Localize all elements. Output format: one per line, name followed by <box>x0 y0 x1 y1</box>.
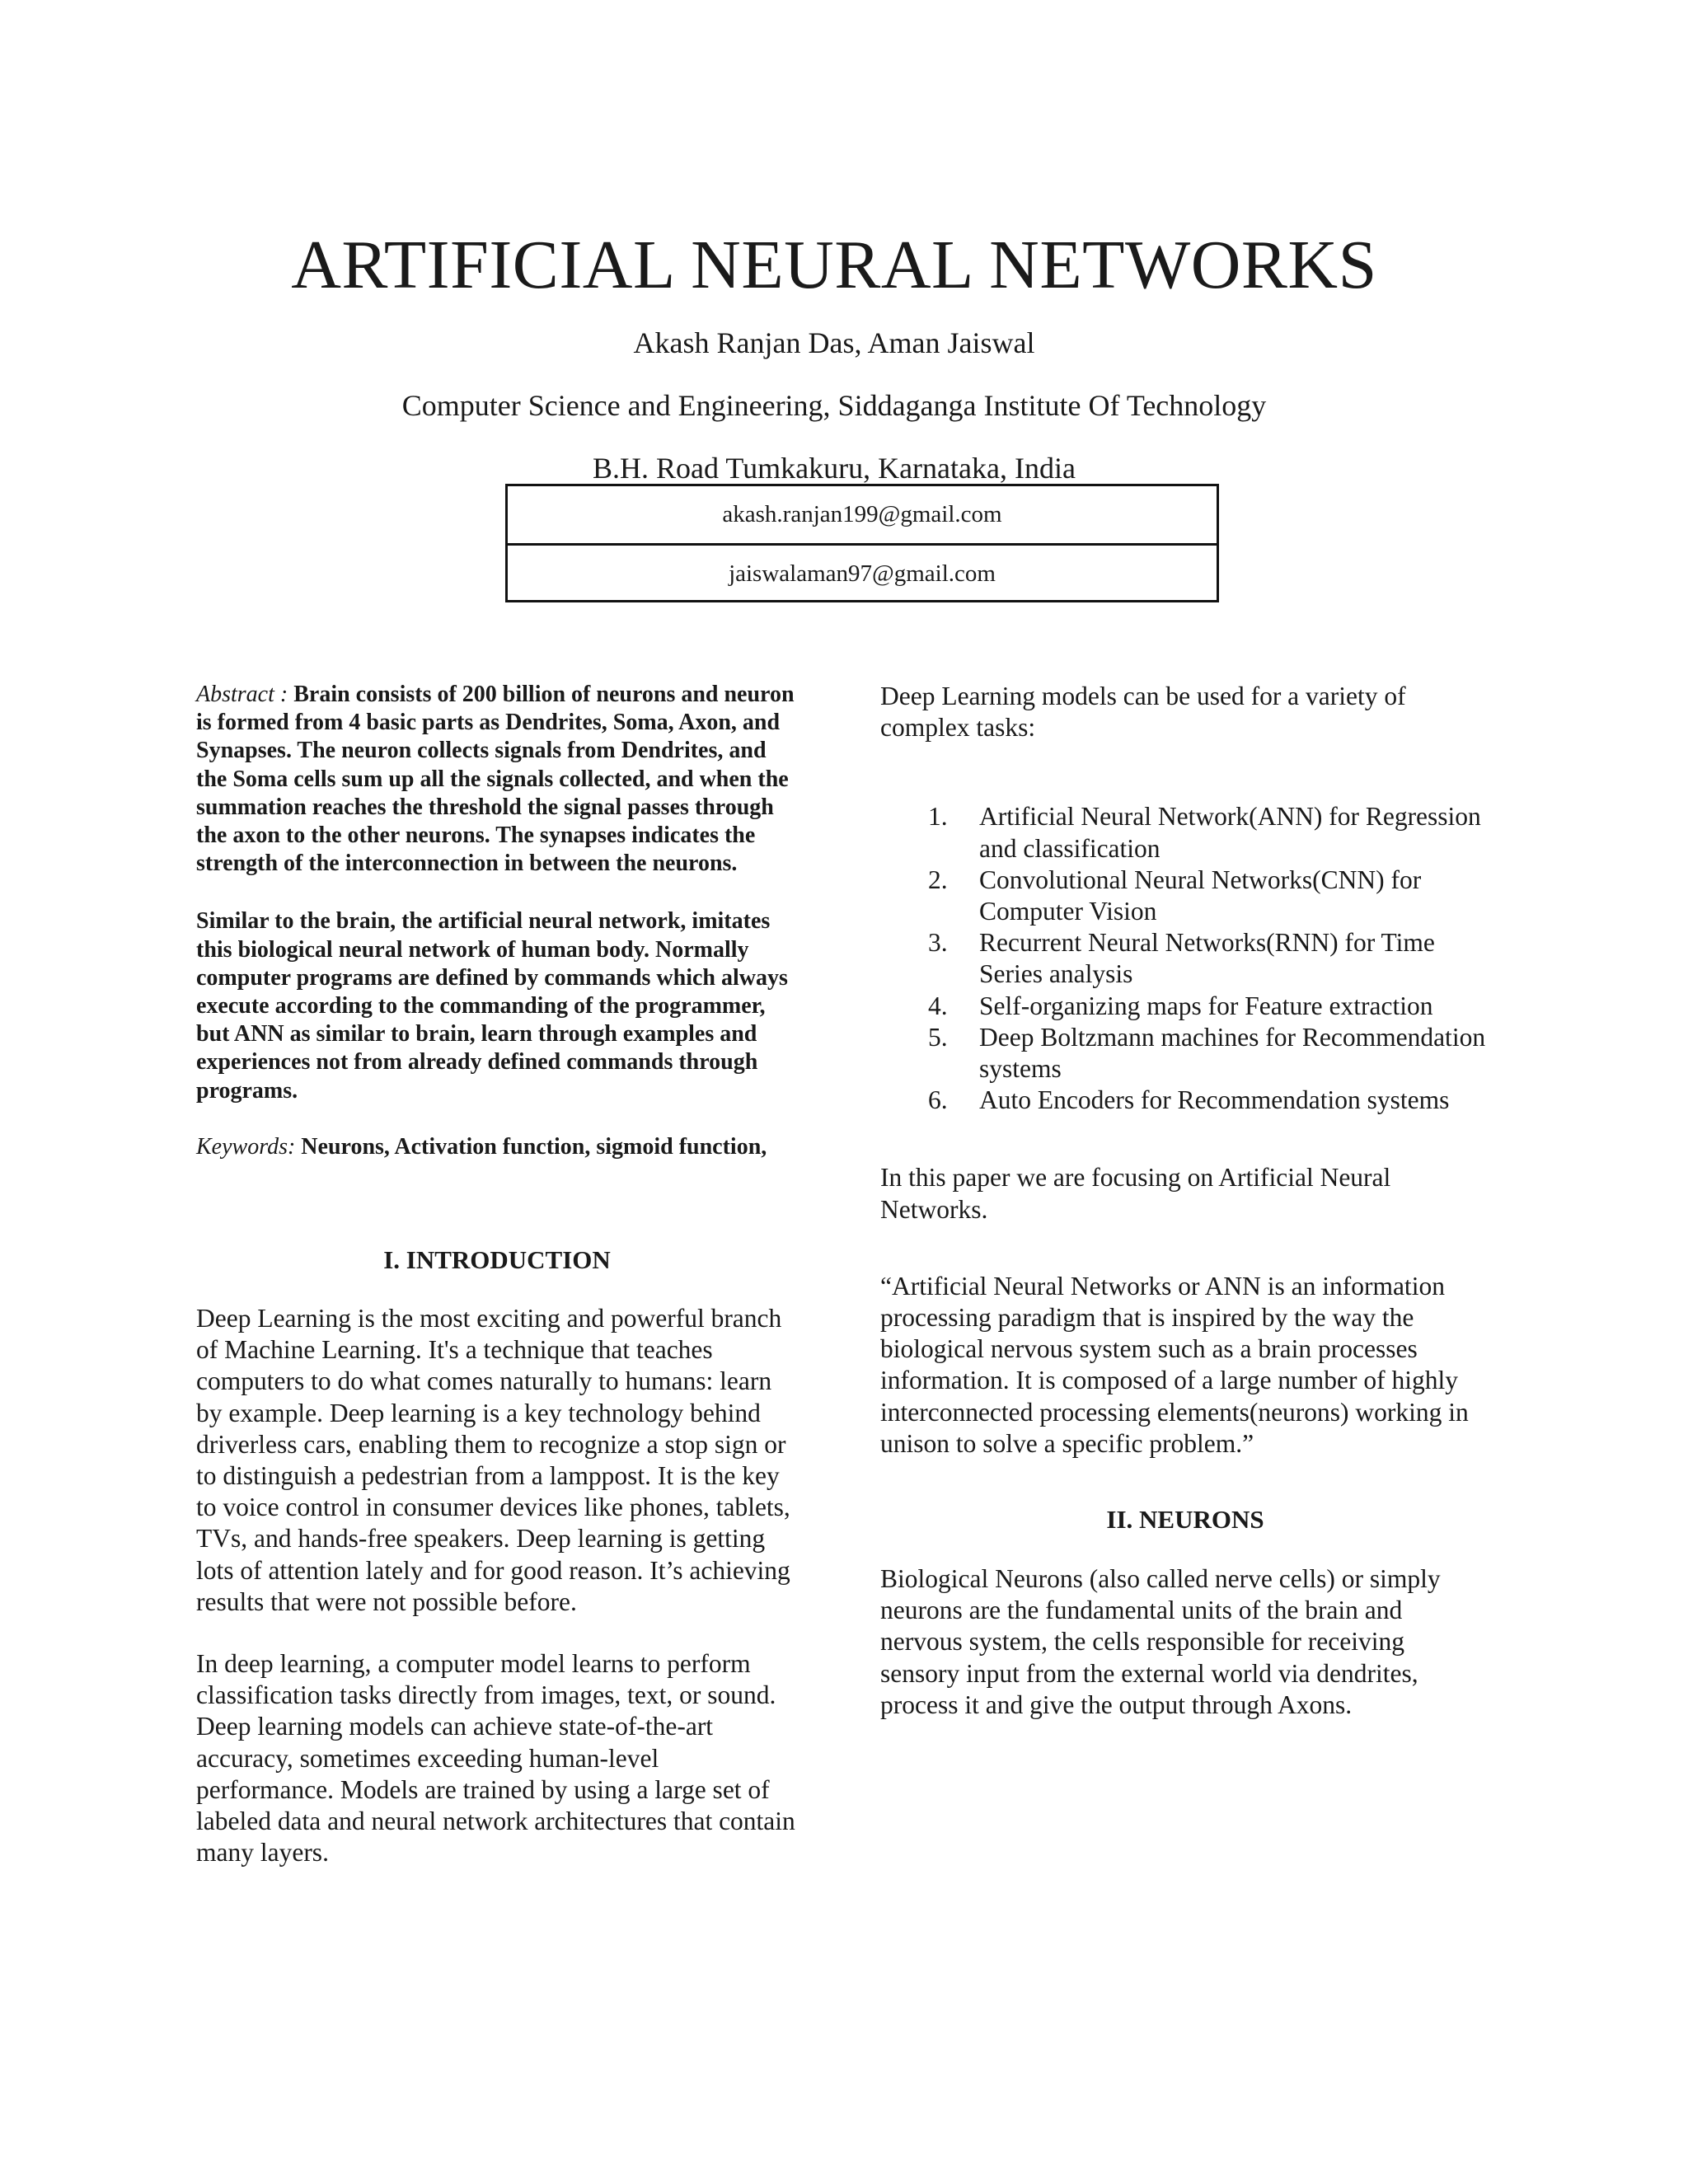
email-cell-2: jaiswalaman97@gmail.com <box>508 543 1217 600</box>
introduction-paragraph-1: Deep Learning is the most exciting and powerful branch of Machine Learning. It's a technique that teaches computers to do what comes naturally to humans: learn by example. Deep learning is a key technology behind driverless cars, enabling them to recognize a stop sign or to distinguish a pedestrian from a lamppost. It is the key to voice control in consumer devices like phones, tablets, TVs, and hands-free speakers. Deep learning is getting lots of attention lately and for good reason. It’s achieving results that were not possible before. <box>196 1304 790 1616</box>
neurons-paragraph: Biological Neurons (also called nerve cells) or simply neurons are the fundamental units of the brain and nervous system, the cells responsible for receiving sensory input from the external world via dendrites, process it and give the output through Axons. <box>880 1564 1441 1719</box>
list-item-text: Auto Encoders for Recommendation systems <box>979 1085 1450 1115</box>
list-item-text: Deep Boltzmann machines for Recommendation systems <box>979 1022 1486 1084</box>
introduction-paragraph-2: In deep learning, a computer model learns to perform classification tasks directly from images, text, or sound. Deep learning models can achieve state-of-the-art accuracy, sometimes exceeding human-level performance. Models are trained by using a large set of labeled data and neural network architectures that contain many layers. <box>196 1649 795 1868</box>
paper-title: ARTIFICIAL NEURAL NETWORKS <box>291 227 1377 303</box>
list-number: 5. <box>928 1022 948 1052</box>
list-number: 4. <box>928 991 948 1020</box>
list-item-text: Self-organizing maps for Feature extraction <box>979 991 1433 1020</box>
abstract-paragraph-2: Similar to the brain, the artificial neural network, imitates this biological neural network of human body. Normally computer programs are defined by commands which always execute according to the commanding of the programmer, but ANN as similar to brain, learn through examples and experiences not from already defined commands through programs. <box>196 908 788 1104</box>
task-list <box>880 801 1490 1116</box>
keywords-label: Keywords: <box>196 1133 296 1160</box>
affiliation: Computer Science and Engineering, Siddaganga Institute Of Technology <box>401 389 1267 422</box>
list-number: 3. <box>928 928 948 958</box>
list-item-text: Recurrent Neural Networks(RNN) for Time Series analysis <box>979 928 1435 989</box>
left-column <box>196 681 798 1869</box>
focus-paragraph: In this paper we are focusing on Artificial Neural Networks. <box>880 1163 1391 1224</box>
introduction-heading: I. INTRODUCTION <box>383 1245 611 1275</box>
list-item <box>880 1022 1490 1085</box>
right-column <box>880 681 1490 1721</box>
keywords <box>196 1133 798 1161</box>
abstract-label: Abstract : <box>196 682 288 707</box>
list-number: 2. <box>928 865 948 894</box>
abstract-text: Brain consists of 200 billion of neurons and neuron is formed from 4 basic parts as Dendrites, Soma, Axon, and Synapses. The neuron collects signals from Dendrites, and the Soma cells sum up all the signals collected, and when the summation reaches the threshold the signal passes through the axon to the other neurons. The synapses indicates the strength of the interconnection in between the neurons. <box>196 682 795 877</box>
list-item <box>880 991 1490 1022</box>
list-item <box>880 1085 1490 1116</box>
email-table <box>505 484 1219 602</box>
list-item <box>880 801 1490 864</box>
list-item-text: Artificial Neural Network(ANN) for Regression and classification <box>979 802 1481 863</box>
abstract-paragraph <box>196 681 798 878</box>
neurons-heading: II. NEURONS <box>1106 1505 1264 1535</box>
list-item <box>880 927 1490 990</box>
ann-definition-quote: “Artificial Neural Networks or ANN is an information processing paradigm that is inspired by the way the biological nervous system such as a brain processes information. It is composed of a large number of highly interconnected processing elements(neurons) working in unison to solve a specific problem.” <box>880 1271 1469 1458</box>
authors: Akash Ranjan Das, Aman Jaiswal <box>633 326 1035 359</box>
keywords-text: Neurons, Activation function, sigmoid function, <box>295 1133 767 1160</box>
email-cell-1: akash.ranjan199@gmail.com <box>722 501 1002 527</box>
list-item-text: Convolutional Neural Networks(CNN) for Computer Vision <box>979 865 1422 926</box>
list-number: 1. <box>928 802 948 832</box>
address: B.H. Road Tumkakuru, Karnataka, India <box>593 452 1076 485</box>
tasks-intro: Deep Learning models can be used for a variety of complex tasks: <box>880 682 1406 743</box>
list-item <box>880 865 1490 927</box>
list-number: 6. <box>928 1085 948 1115</box>
